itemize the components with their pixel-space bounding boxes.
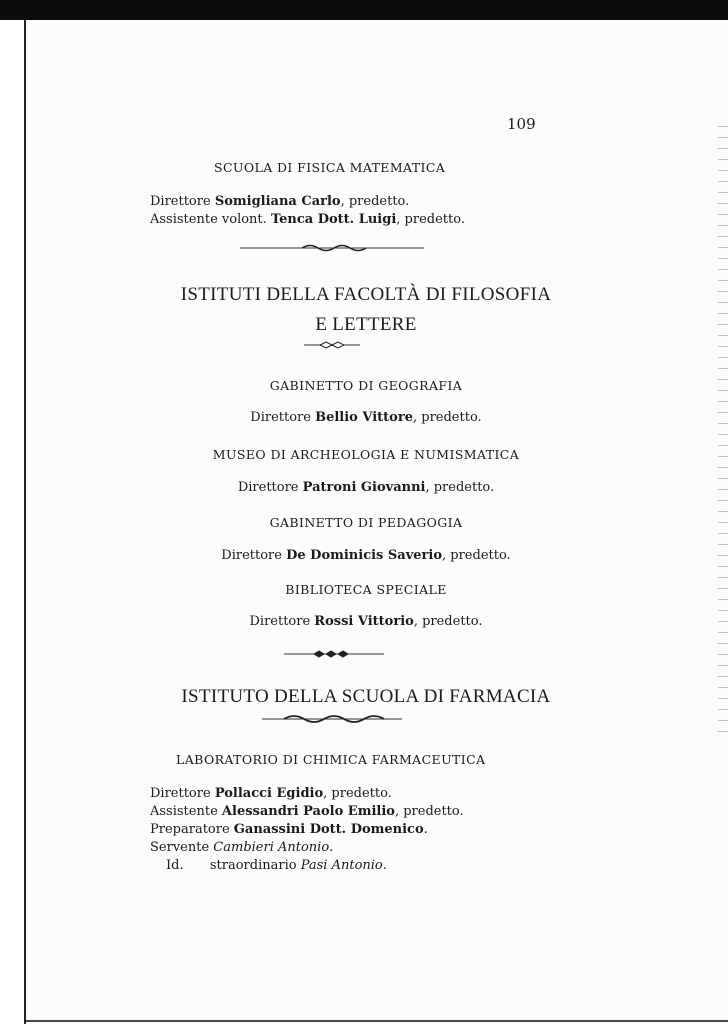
staff-name: Alessandri Paolo Emilio — [221, 804, 395, 819]
staff-name: Pasi Antonio — [300, 858, 383, 873]
staff-role: Assistente volont. — [150, 212, 267, 227]
staff-suffix: , predetto. — [413, 614, 483, 629]
staff-suffix: , predetto. — [412, 410, 482, 425]
staff-suffix: , predetto. — [425, 480, 495, 495]
staff-name: Pollacci Egidio — [214, 786, 324, 801]
unit-director-line — [26, 410, 706, 425]
staff-suffix: . — [329, 840, 334, 855]
staff-suffix: , predetto. — [442, 548, 511, 563]
staff-name: Patroni Giovanni — [302, 480, 426, 495]
unit-heading: GABINETTO DI PEDAGOGIA — [269, 515, 463, 530]
staff-name: Cambieri Antonio — [213, 840, 330, 855]
section-heading-fisica: SCUOLA DI FISICA MATEMATICA — [214, 160, 446, 175]
scan-top-border — [0, 0, 728, 20]
staff-role: Direttore — [237, 480, 299, 495]
staff-role: Assistente — [150, 804, 218, 819]
staff-qualifier: straordinario — [209, 858, 297, 873]
unit-director-line — [26, 548, 706, 563]
staff-role: Servente — [150, 840, 210, 855]
staff-name: Rossi Vittorio — [314, 614, 414, 629]
ornamental-divider — [284, 649, 384, 659]
staff-role: Id. — [166, 858, 184, 873]
staff-suffix: . — [423, 822, 428, 837]
farmacia-title: ISTITUTO DELLA SCUOLA DI FARMACIA — [181, 686, 551, 707]
staff-line — [150, 212, 465, 227]
staff-suffix: , predetto. — [394, 804, 464, 819]
staff-role: Direttore — [150, 786, 211, 801]
staff-suffix: . — [382, 858, 387, 873]
small-ornament — [304, 340, 360, 350]
staff-line — [150, 786, 392, 801]
unit-heading: BIBLIOTECA SPECIALE — [285, 582, 447, 597]
ornamental-divider — [240, 242, 424, 254]
staff-line — [150, 804, 464, 819]
staff-suffix: , predetto. — [340, 194, 410, 209]
staff-line — [166, 858, 387, 873]
staff-name: Somigliana Carlo — [214, 194, 341, 209]
faculty-title-line1: ISTITUTI DELLA FACOLTÀ DI FILOSOFIA — [180, 284, 552, 305]
staff-line — [150, 840, 333, 855]
staff-role: Direttore — [249, 614, 311, 629]
staff-name: Ganassini Dott. Domenico — [233, 822, 424, 837]
scan-right-edge — [718, 120, 728, 740]
staff-name: De Dominicis Saverio — [286, 548, 442, 563]
staff-role: Direttore — [221, 548, 282, 563]
staff-role: Direttore — [250, 410, 311, 425]
faculty-title-line2: E LETTERE — [315, 314, 417, 335]
staff-line — [150, 194, 409, 209]
staff-role: Direttore — [150, 194, 211, 209]
unit-director-line — [26, 480, 706, 495]
unit-heading: MUSEO DI ARCHEOLOGIA E NUMISMATICA — [212, 447, 520, 462]
page-number: 109 — [507, 115, 536, 133]
unit-heading: GABINETTO DI GEOGRAFIA — [269, 378, 463, 393]
staff-suffix: , predetto. — [323, 786, 392, 801]
unit-director-line — [26, 614, 706, 629]
scan-left-margin — [0, 20, 26, 1024]
staff-line — [150, 822, 428, 837]
ornamental-divider — [262, 712, 402, 726]
scan-bottom-edge — [26, 1020, 728, 1022]
staff-name: Tenca Dott. Luigi — [270, 212, 397, 227]
staff-suffix: , predetto. — [396, 212, 465, 227]
staff-role: Preparatore — [150, 822, 230, 837]
staff-name: Bellio Vittore — [315, 410, 413, 425]
lab-heading: LABORATORIO DI CHIMICA FARMACEUTICA — [176, 752, 486, 767]
